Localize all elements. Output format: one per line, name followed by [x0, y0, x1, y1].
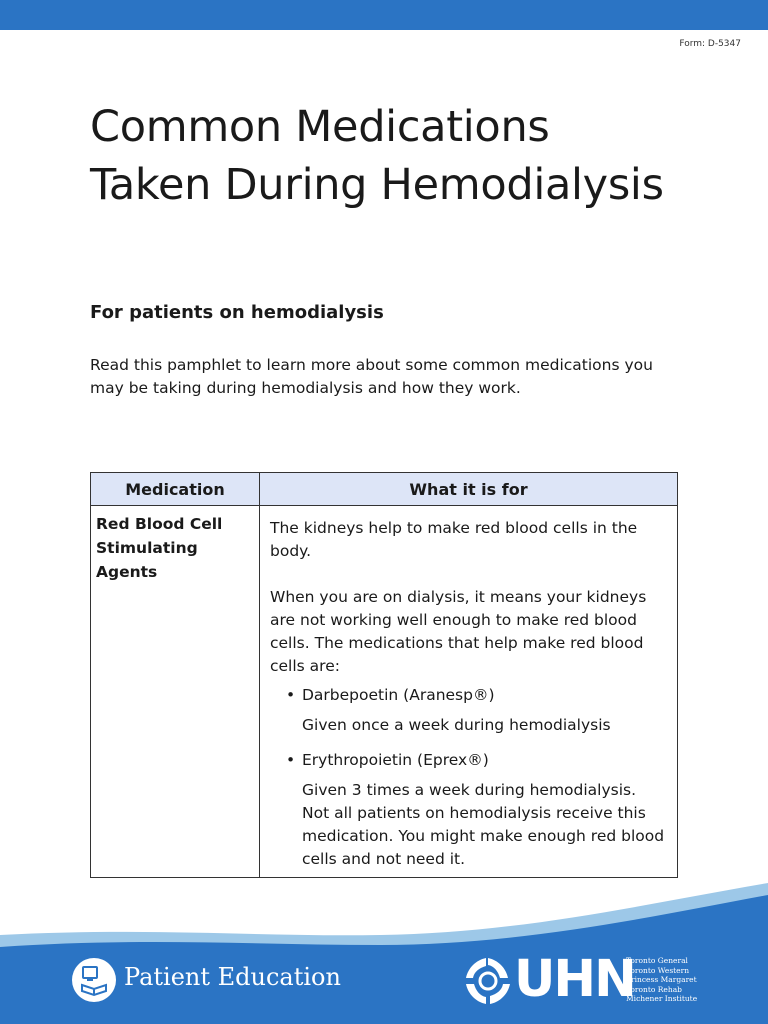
medication-description-cell	[260, 506, 678, 878]
uhn-site: Michener Institute	[626, 994, 698, 1004]
page-title	[90, 98, 730, 214]
table-row	[91, 506, 678, 878]
column-header-medication: Medication	[91, 473, 260, 506]
intro-paragraph: Read this pamphlet to learn more about some common medications you may be taking during hemodialysis and how they work.	[90, 356, 653, 397]
description-paragraph: The kidneys help to make red blood cells in the body.	[270, 519, 638, 560]
bullet: •	[286, 686, 296, 704]
bullet: •	[286, 751, 296, 769]
medication-table	[90, 472, 678, 878]
uhn-site: Toronto Rehab	[626, 984, 682, 994]
form-number: Form: D-5347	[679, 39, 741, 49]
drug-details: Given once a week during hemodialysis	[302, 716, 611, 734]
top-banner	[0, 0, 768, 30]
drug-details: Given 3 times a week during hemodialysis. Not all patients on hemodialysis receive this medication. You might make enough red blood cells and not need it.	[302, 781, 665, 868]
description-paragraph: When you are on dialysis, it means your kidneys are not working well enough to make red blood cells. The medications that help make red blood cells are:	[270, 588, 647, 675]
medication-name-line: Red Blood Cell	[96, 515, 223, 533]
uhn-site: Toronto Western	[626, 965, 690, 975]
uhn-swirl-emblem-icon	[464, 956, 512, 1006]
uhn-site: Toronto General	[626, 956, 688, 965]
computer-book-icon	[72, 958, 116, 1002]
drug-name: Darbepoetin (Aranesp®)	[302, 686, 495, 704]
column-header-purpose: What it is for	[260, 473, 678, 506]
subtitle: For patients on hemodialysis	[90, 302, 384, 323]
medication-name-line: Stimulating Agents	[96, 539, 198, 581]
patient-education-label: Patient Education	[124, 963, 341, 991]
drug-name: Erythropoietin (Eprex®)	[302, 751, 489, 769]
drug-list	[270, 684, 667, 871]
page-title-line: Taken During Hemodialysis	[90, 160, 664, 210]
uhn-logo-text: UHN	[514, 950, 635, 1009]
medication-name-cell	[91, 506, 260, 878]
uhn-site: Princess Margaret	[626, 975, 697, 985]
table-header-row	[91, 473, 678, 506]
list-item	[270, 749, 667, 871]
list-item	[270, 684, 667, 737]
uhn-sites-list	[626, 956, 697, 1004]
page-title-line: Common Medications	[90, 102, 550, 152]
